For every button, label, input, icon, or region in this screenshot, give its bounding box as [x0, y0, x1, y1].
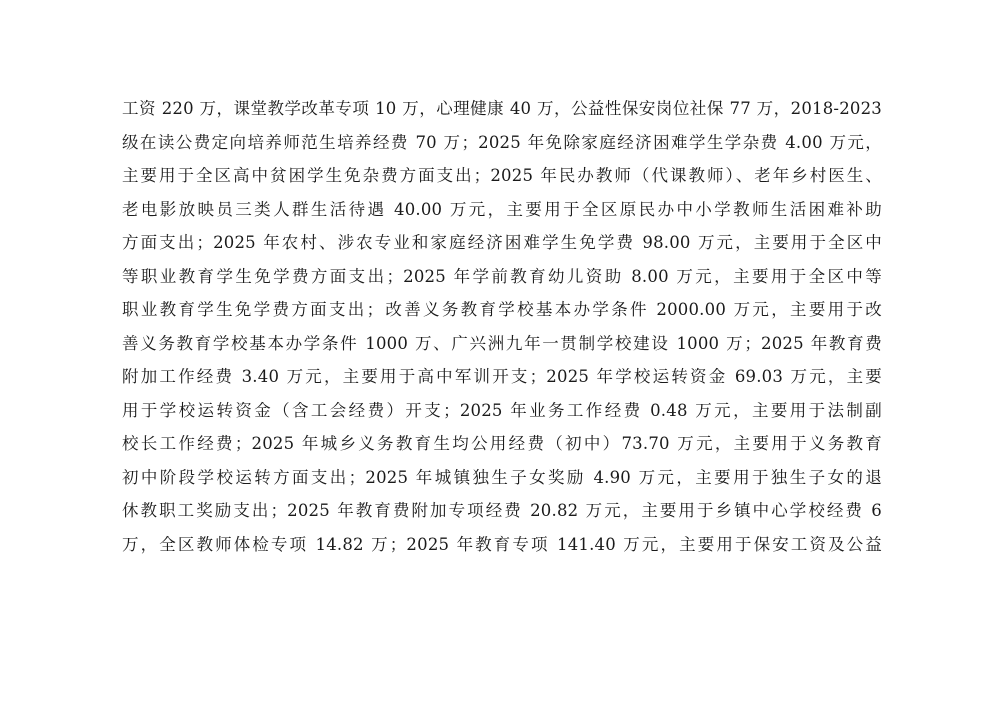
text-line: 休教职工奖励支出；2025 年教育费附加专项经费 20.82 万元，主要用于乡镇中心学校经费 6 [122, 501, 882, 520]
body-text [122, 92, 882, 561]
text-line: 级在读公费定向培养师范生培养经费 70 万；2025 年免除家庭经济困难学生学杂费 4.00 万元， [122, 132, 882, 152]
text-line: 老电影放映员三类人群生活待遇 40.00 万元，主要用于全区原民办中小学教师生活困难补助 [122, 199, 882, 219]
text-line: 方面支出；2025 年农村、涉农专业和家庭经济困难学生免学费 98.00 万元，主要用于全区中 [122, 233, 882, 252]
text-line: 等职业教育学生免学费方面支出；2025 年学前教育幼儿资助 8.00 万元，主要用于全区中等 [122, 266, 882, 286]
text-line: 工资 220 万，课堂教学改革专项 10 万，心理健康 40 万，公益性保安岗位社保 77 万，2018-2023 [122, 99, 882, 118]
text-line: 善义务教育学校基本办学条件 1000 万、广兴洲九年一贯制学校建设 1000 万；2025 年教育费 [122, 333, 882, 353]
text-line: 职业教育学生免学费方面支出；改善义务教育学校基本办学条件 2000.00 万元，主要用于改 [122, 300, 882, 319]
text-line: 初中阶段学校运转方面支出；2025 年城镇独生子女奖励 4.90 万元，主要用于独生子女的退 [122, 467, 882, 487]
text-line: 主要用于全区高中贫困学生免杂费方面支出；2025 年民办教师（代课教师）、老年乡村医生、 [122, 166, 882, 185]
text-line: 校长工作经费；2025 年城乡义务教育生均公用经费（初中）73.70 万元，主要用于义务教育 [122, 434, 882, 453]
text-line: 用于学校运转资金（含工会经费）开支；2025 年业务工作经费 0.48 万元，主要用于法制副 [122, 400, 882, 420]
text-line: 万，全区教师体检专项 14.82 万；2025 年教育专项 141.40 万元，主要用于保安工资及公益 [122, 534, 882, 554]
text-line: 附加工作经费 3.40 万元，主要用于高中军训开支；2025 年学校运转资金 69.03 万元，主要 [122, 367, 882, 386]
